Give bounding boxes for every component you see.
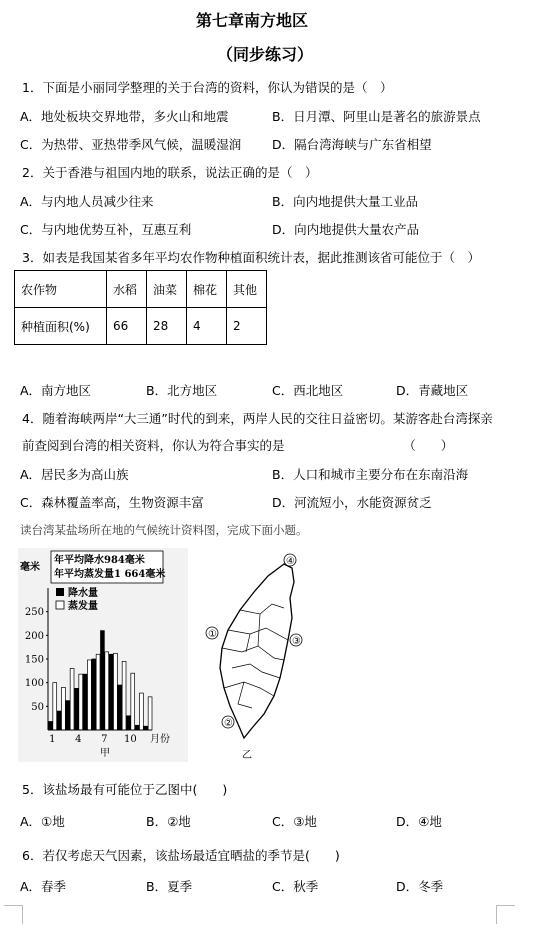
q2-stem: 2．关于香港与祖国内地的联系，说法正确的是（ ） <box>22 165 318 180</box>
marker-label: ③ <box>292 636 301 647</box>
precip-bar <box>101 631 105 730</box>
table-cell: 28 <box>147 308 187 345</box>
page-corner-mark-left <box>4 905 23 924</box>
table-cell: 2 <box>227 308 267 345</box>
q1-option-b[interactable]: B．日月潭、阿里山是著名的旅游景点 <box>272 109 481 124</box>
y-tick-label: 100 <box>24 678 44 690</box>
page-title: 第七章南方地区 <box>196 11 309 30</box>
precip-bar <box>118 685 122 730</box>
y-tick-label: 150 <box>24 654 44 666</box>
q2-option-a[interactable]: A．与内地人员减少往来 <box>20 194 154 209</box>
q4-option-c[interactable]: C．森林覆盖率高，生物资源丰富 <box>20 495 204 510</box>
precip-bar <box>83 674 87 730</box>
q6-option-d[interactable]: D．冬季 <box>396 879 444 894</box>
x-tick-label: 7 <box>101 734 108 745</box>
legend-label-evap: 蒸发量 <box>68 601 98 612</box>
evap-bar <box>70 668 74 730</box>
q1-option-d[interactable]: D．隔台湾海峡与广东省相望 <box>272 137 432 152</box>
x-tick-label: 月份 <box>150 734 170 745</box>
chart-unit-label: 毫米 <box>20 562 40 573</box>
evap-bar <box>105 652 109 730</box>
page-subtitle: （同步练习） <box>217 45 314 64</box>
precip-bar <box>92 659 96 730</box>
q3-option-a[interactable]: A．南方地区 <box>20 383 92 398</box>
taiwan-map <box>200 548 320 762</box>
crop-area-table <box>14 270 267 345</box>
evap-bar <box>148 697 152 730</box>
q3-option-c[interactable]: C．西北地区 <box>272 383 344 398</box>
q5-option-b[interactable]: B．②地 <box>146 814 191 829</box>
q3-stem: 3．如表是我国某省多年平均农作物种植面积统计表，据此推测该省可能位于（ ） <box>22 250 480 265</box>
table-cell: 种植面积(%) <box>15 308 107 345</box>
table-row <box>15 308 267 345</box>
precip-bar <box>144 726 148 730</box>
q6-option-a[interactable]: A．春季 <box>20 879 67 894</box>
y-tick-label: 200 <box>24 630 44 642</box>
q5-option-a[interactable]: A．①地 <box>20 814 65 829</box>
table-header-cell: 棉花 <box>187 271 227 308</box>
q6-option-c[interactable]: C．秋季 <box>272 879 319 894</box>
taiwan-outline <box>220 564 294 738</box>
q1-option-c[interactable]: C．为热带、亚热带季风气候，温暖湿润 <box>20 137 242 152</box>
q3-option-b[interactable]: B．北方地区 <box>146 383 218 398</box>
q3-option-d[interactable]: D．青藏地区 <box>396 383 469 398</box>
evap-bar <box>96 654 100 730</box>
legend-swatch-precip <box>56 588 64 596</box>
marker-label: ① <box>208 629 217 640</box>
legend-label-precip: 降水量 <box>68 588 98 599</box>
q4-option-d[interactable]: D．河流短小，水能资源贫乏 <box>272 495 432 510</box>
chart-annotation-precip: 年平均降水984毫米 <box>54 555 145 566</box>
q5-stem: 5．该盐场最有可能位于乙图中( ) <box>22 782 228 797</box>
chart-caption: 甲 <box>100 748 110 759</box>
q5-option-d[interactable]: D．④地 <box>396 814 442 829</box>
evap-bar <box>114 653 118 730</box>
table-header-cell: 水稻 <box>107 271 147 308</box>
precip-bar <box>57 711 61 730</box>
q1-stem: 1．下面是小丽同学整理的关于台湾的资料，你认为错误的是（ ） <box>22 80 393 95</box>
evap-bar <box>53 683 57 730</box>
q1-option-a[interactable]: A．地处板块交界地带，多火山和地震 <box>20 109 229 124</box>
climate-chart <box>18 548 188 762</box>
marker-label: ④ <box>286 556 295 567</box>
q2-option-b[interactable]: B．向内地提供大量工业品 <box>272 194 419 209</box>
x-tick-label: 4 <box>75 734 82 745</box>
q4-option-b[interactable]: B．人口和城市主要分布在东南沿海 <box>272 467 469 482</box>
page-corner-mark-right <box>496 905 515 924</box>
evap-bar <box>140 693 144 730</box>
table-header-cell: 油菜 <box>147 271 187 308</box>
evap-bar <box>88 660 92 730</box>
q6-stem: 6．若仅考虑天气因素，该盐场最适宜晒盐的季节是( ) <box>22 848 340 863</box>
precip-bar <box>127 716 131 730</box>
y-tick-label: 50 <box>31 701 44 713</box>
q2-option-c[interactable]: C．与内地优势互补，互惠互利 <box>20 222 192 237</box>
q4-stem-line1: 4．随着海峡两岸“大三通”时代的到来，两岸人民的交往日益密切。某游客赴台湾探亲 <box>22 411 493 426</box>
x-tick-label: 1 <box>49 734 56 745</box>
marker-label: ② <box>224 718 233 729</box>
chart-annotation-evap: 年平均蒸发量1 664毫米 <box>54 569 166 580</box>
precip-bar <box>135 725 139 730</box>
q5-option-c[interactable]: C．③地 <box>272 814 317 829</box>
table-header-cell: 农作物 <box>15 271 107 308</box>
table-cell: 4 <box>187 308 227 345</box>
precip-bar <box>109 654 113 730</box>
precip-bar <box>66 701 70 730</box>
table-header-cell: 其他 <box>227 271 267 308</box>
evap-bar <box>131 673 135 730</box>
precip-bar <box>75 688 79 730</box>
evap-bar <box>122 661 126 730</box>
evap-bar <box>62 687 66 730</box>
q4-option-a[interactable]: A．居民多为高山族 <box>20 467 129 482</box>
figure-instruction: 读台湾某盐场所在地的气候统计资料图，完成下面小题。 <box>20 523 308 537</box>
y-tick-label: 250 <box>24 607 44 619</box>
q4-stem-line2: 前查阅到台湾的相关资料，你认为符合事实的是 （ ） <box>22 438 454 453</box>
legend-swatch-evap <box>56 601 64 609</box>
q2-option-d[interactable]: D．向内地提供大量农产品 <box>272 222 420 237</box>
precip-bar <box>49 721 53 730</box>
map-caption: 乙 <box>242 750 252 761</box>
table-cell: 66 <box>107 308 147 345</box>
x-tick-label: 10 <box>123 734 137 745</box>
q6-option-b[interactable]: B．夏季 <box>146 879 193 894</box>
evap-bar <box>79 674 83 730</box>
table-row <box>15 271 267 308</box>
